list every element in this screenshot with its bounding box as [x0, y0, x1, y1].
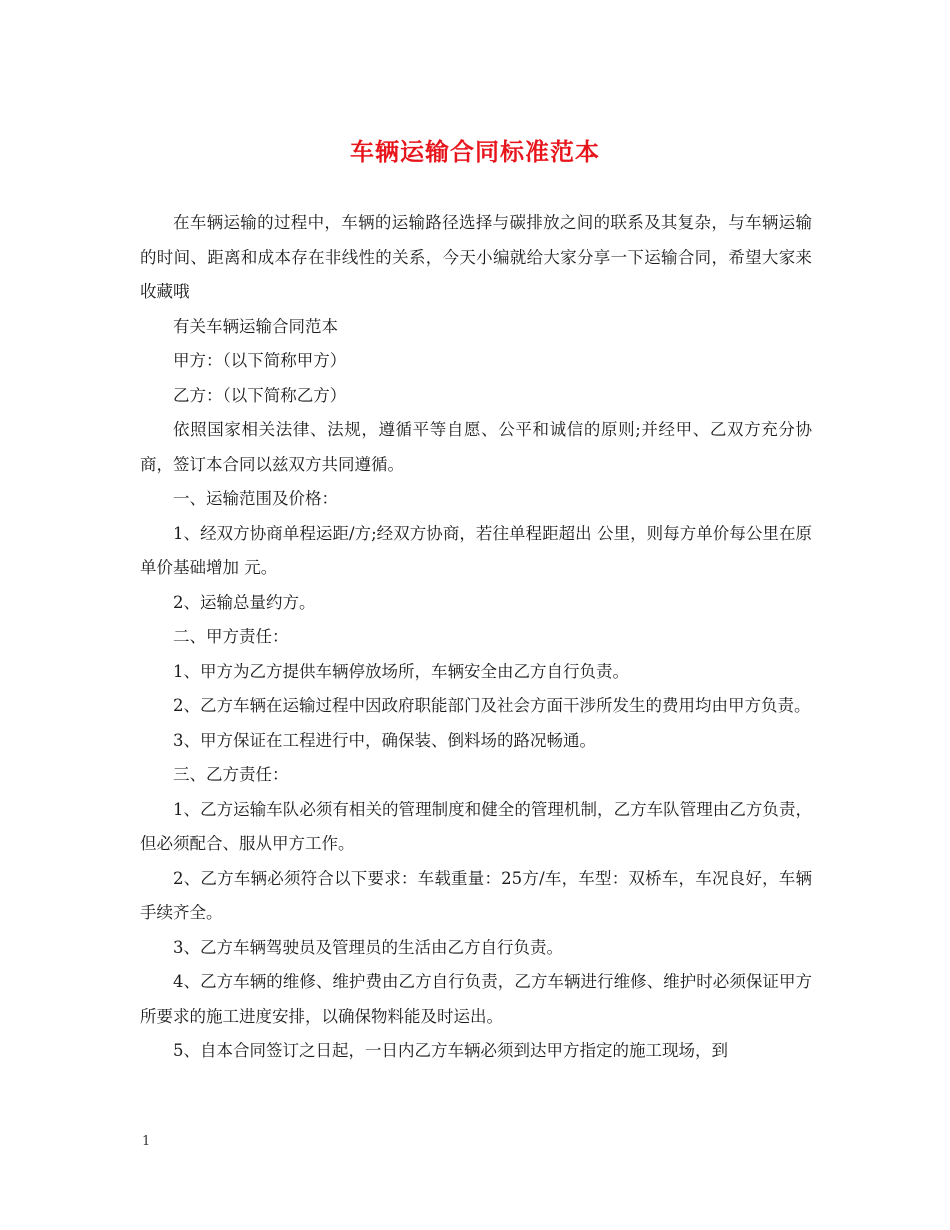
paragraph-party-b: 乙方：（以下简称乙方） — [173, 385, 347, 405]
clause-scope-2: 2、运输总量约方。 — [173, 592, 316, 612]
clause-party-a-3: 3、甲方保证在工程进行中，确保装、倒料场的路况畅通。 — [173, 730, 596, 750]
clause-party-a-1: 1、甲方为乙方提供车辆停放场所，车辆安全由乙方自行负责。 — [173, 661, 629, 681]
section-heading-party-b: 三、乙方责任： — [173, 765, 289, 784]
paragraph-intro: 在车辆运输的过程中，车辆的运输路径选择与碳排放之间的联系及其复杂，与车辆运输的时间、距离和成本存在非线性的关系，今天小编就给大家分享一下运输合同，希望大家来收藏哦 — [140, 213, 812, 301]
clause-party-b-2: 2、乙方车辆必须符合以下要求：车载重量：25方/车，车型：双桥车，车况良好，车辆手续齐全。 — [140, 868, 812, 922]
clause-scope-1: 1、经双方协商单程运距/方;经双方协商，若往单程距超出 公里，则每方单价每公里在原单价基础增加 元。 — [140, 523, 812, 577]
paragraph-party-a: 甲方：（以下简称甲方） — [173, 351, 347, 370]
clause-party-b-3: 3、乙方车辆驾驶员及管理员的生活由乙方自行负责。 — [173, 937, 563, 957]
paragraph-preamble: 依照国家相关法律、法规，遵循平等自愿、公平和诚信的原则;并经甲、乙双方充分协商，签订本合同以兹双方共同遵循。 — [140, 420, 812, 474]
section-heading-scope: 一、运输范围及价格： — [173, 489, 338, 508]
paragraph-subtitle: 有关车辆运输合同范本 — [173, 316, 338, 336]
document-body — [140, 206, 812, 1069]
clause-party-a-2: 2、乙方车辆在运输过程中因政府职能部门及社会方面干涉所发生的费用均由甲方负责。 — [173, 696, 811, 715]
clause-party-b-5: 5、自本合同签订之日起，一日内乙方车辆必须到达甲方指定的施工现场，到 — [173, 1041, 728, 1060]
clause-party-b-4: 4、乙方车辆的维修、维护费由乙方自行负责，乙方车辆进行维修、维护时必须保证甲方所要求的施工进度安排，以确保物料能及时运出。 — [140, 972, 812, 1026]
document-title: 车辆运输合同标准范本 — [350, 137, 600, 166]
section-heading-party-a: 二、甲方责任： — [173, 627, 289, 646]
clause-party-b-1: 1、乙方运输车队必须有相关的管理制度和健全的管理机制，乙方车队管理由乙方负责，但必须配合、服从甲方工作。 — [140, 799, 812, 853]
page-number: 1 — [142, 1134, 151, 1149]
